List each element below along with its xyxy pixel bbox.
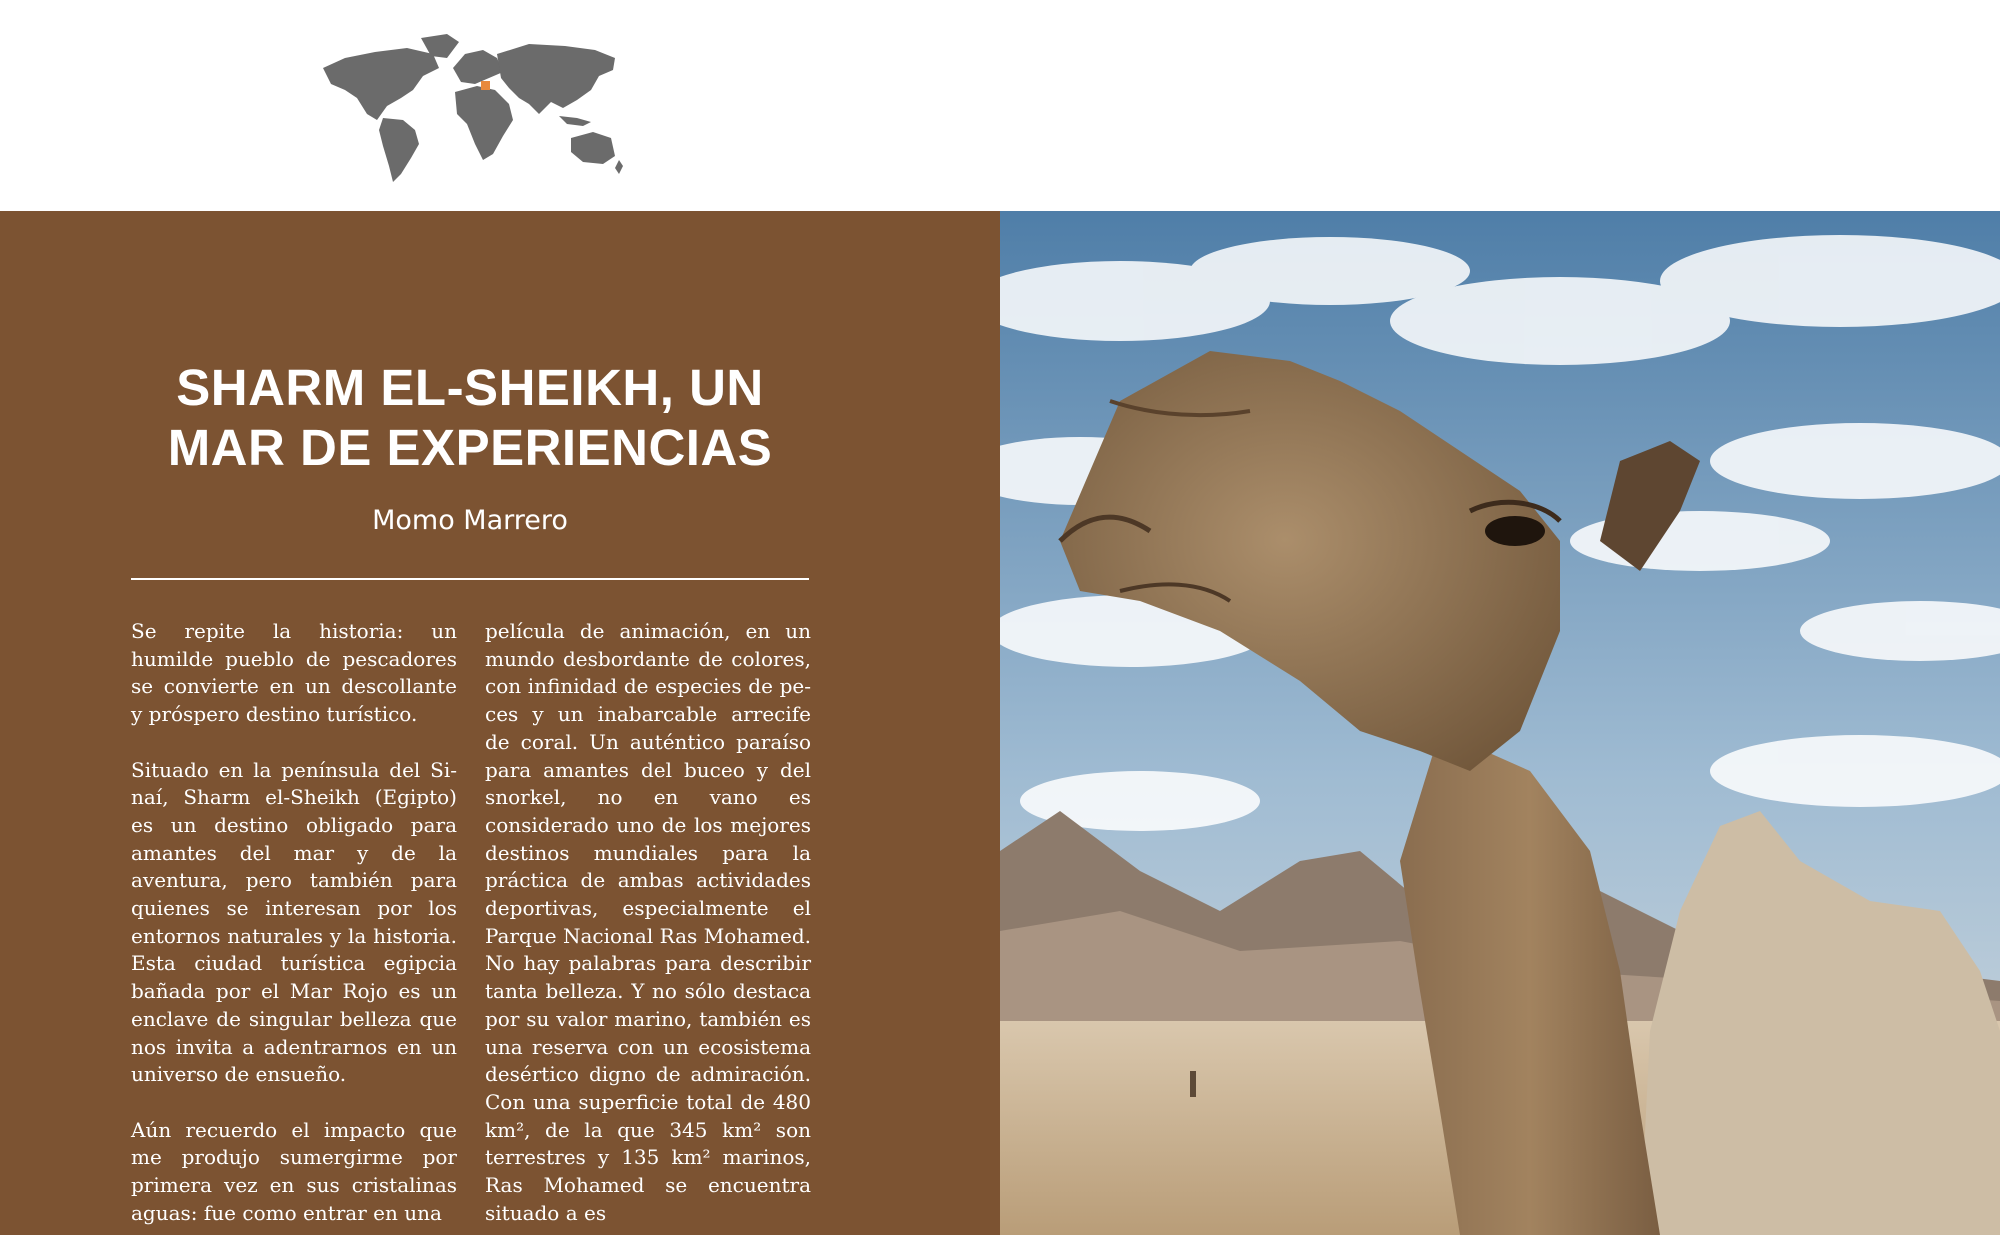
new-zealand-shape [615, 160, 623, 174]
paragraph: Aún recuerdo el impacto que me produjo sumergirme por primera vez en sus cristalinas aguas: fue como entrar en una [131, 1117, 457, 1225]
australia-shape [571, 132, 615, 164]
location-marker-icon [481, 81, 490, 90]
paragraph: película de animación, en un mundo desbordante de colores, con infinidad de especies de peces y un inabarcable arrecife de coral. Un auténtico paraíso para amantes del buceo y del snorkel, no en vano es considerado uno de los mejores destinos mundiales para la práctica de ambas actividades deportivas, especialmente el Parque Nacional Ras Mohamed. No hay palabras para describir tanta belleza. Y no sólo destaca por su valor marino, también es una reserva con un ecosistema desértico digno de admiración. Con una superficie total de 480 km², de la que 345 km² son terrestres y 135 km² marinos, Ras Mohamed se encuentra situado a es [485, 619, 811, 1225]
europe-shape [453, 50, 503, 84]
north-america-shape [323, 48, 439, 120]
distant-figure [1190, 1071, 1196, 1097]
paragraph: Se repite la historia: un humilde pueblo de pescadores se convierte en un descollante y próspero destino turístico. [131, 619, 457, 727]
world-map [315, 28, 625, 188]
title-line-2: MAR DE EXPERIENCIAS [167, 419, 773, 476]
text-column-left [131, 618, 457, 1227]
camel-eye [1485, 516, 1545, 546]
author-byline: Momo Marrero [372, 505, 568, 536]
africa-shape [455, 86, 513, 160]
south-america-shape [379, 118, 419, 182]
paragraph: Situado en la península del Sinaí, Sharm el-Sheikh (Egipto) es un destino obligado para amantes del mar y de la aventura, pero también para quienes se interesan por los entornos naturales y la historia. Esta ciudad turística egipcia bañada por el Mar Rojo es un enclave de singular belleza que nos invita a adentrarnos en un universo de ensueño. [131, 757, 457, 1087]
article-title [130, 358, 810, 478]
indonesia-shape [559, 116, 591, 126]
camel-photo [1000, 211, 2000, 1235]
divider [131, 578, 809, 580]
text-column-right [485, 618, 811, 1227]
title-line-1: SHARM EL-SHEIKH, UN [176, 359, 764, 416]
asia-shape [497, 44, 615, 114]
